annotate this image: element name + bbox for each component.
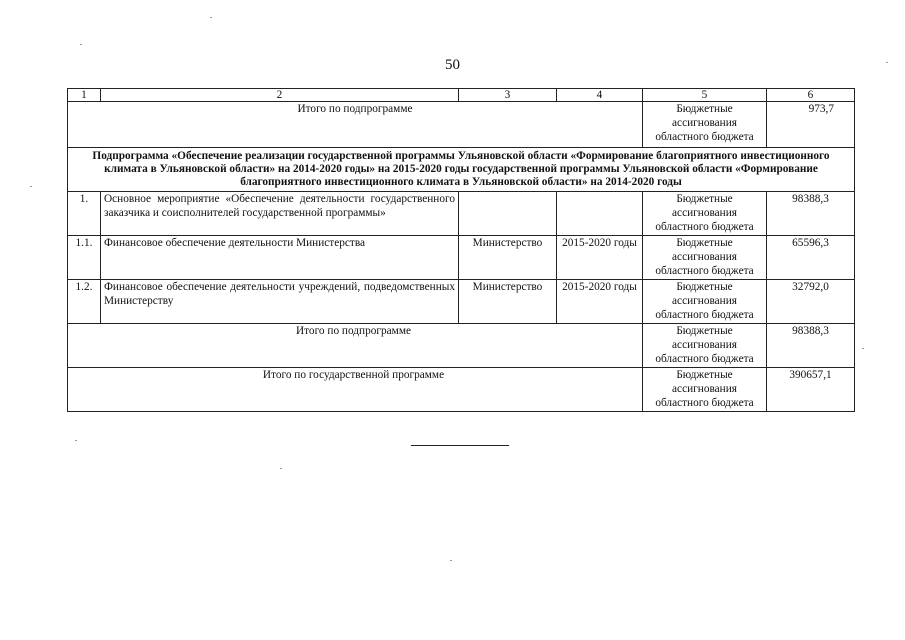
row-number: 1. xyxy=(68,192,101,236)
funding-source: Бюджетные ассигнования областного бюджета xyxy=(643,368,767,412)
subprogram-total-row xyxy=(68,324,855,368)
period: 2015-2020 годы xyxy=(557,280,643,324)
activity-name: Основное мероприятие «Обеспечение деятельности государственного заказчика и соисполнителей государственной программы» xyxy=(101,192,459,236)
scan-speck xyxy=(862,348,864,349)
scan-speck xyxy=(450,560,452,561)
funding-source: Бюджетные ассигнования областного бюджета xyxy=(643,236,767,280)
row-number: 1.1. xyxy=(68,236,101,280)
program-total-row xyxy=(68,368,855,412)
period xyxy=(557,192,643,236)
table-row xyxy=(68,280,855,324)
column-number: 5 xyxy=(643,89,767,102)
funding-source: Бюджетные ассигнования областного бюджета xyxy=(643,280,767,324)
scan-speck xyxy=(210,17,212,18)
amount: 390657,1 xyxy=(767,368,855,412)
column-number: 4 xyxy=(557,89,643,102)
executor: Министерство xyxy=(459,280,557,324)
executor xyxy=(459,192,557,236)
funding-source: Бюджетные ассигнования областного бюджета xyxy=(643,102,767,148)
scan-speck xyxy=(280,468,282,469)
subprogram-title-row xyxy=(68,148,855,192)
activity-name: Финансовое обеспечение деятельности учреждений, подведомственных Министерству xyxy=(101,280,459,324)
budget-table xyxy=(67,88,855,412)
subprogram-title: Подпрограмма «Обеспечение реализации государственной программы Ульяновской области «Формирование благоприятного инвестиционного климата в Ульяновской области» на 2014-2020 годы» на 2015-2020 годы государственной программы Ульяновской области «Формирование благоприятного инвестиционного климата в Ульяновской области» на 2014-2020 годы xyxy=(68,148,855,192)
period: 2015-2020 годы xyxy=(557,236,643,280)
activity-name: Финансовое обеспечение деятельности Министерства xyxy=(101,236,459,280)
funding-source: Бюджетные ассигнования областного бюджета xyxy=(643,192,767,236)
total-label: Итого по подпрограмме xyxy=(68,324,643,368)
amount: 973,7 xyxy=(767,102,855,148)
amount: 98388,3 xyxy=(767,192,855,236)
column-number: 3 xyxy=(459,89,557,102)
total-label: Итого по подпрограмме xyxy=(68,102,643,148)
amount: 32792,0 xyxy=(767,280,855,324)
table-row xyxy=(68,236,855,280)
scan-speck xyxy=(80,44,82,45)
end-divider-line xyxy=(411,445,509,446)
total-label: Итого по государственной программе xyxy=(68,368,643,412)
executor: Министерство xyxy=(459,236,557,280)
scan-speck xyxy=(886,62,888,63)
amount: 98388,3 xyxy=(767,324,855,368)
funding-source: Бюджетные ассигнования областного бюджета xyxy=(643,324,767,368)
column-number: 2 xyxy=(101,89,459,102)
row-number: 1.2. xyxy=(68,280,101,324)
table-row xyxy=(68,192,855,236)
page-number: 50 xyxy=(445,57,460,73)
column-number: 6 xyxy=(767,89,855,102)
scan-speck xyxy=(30,186,32,187)
column-number: 1 xyxy=(68,89,101,102)
scan-speck xyxy=(75,440,77,441)
amount: 65596,3 xyxy=(767,236,855,280)
previous-subprogram-total-row xyxy=(68,102,855,148)
column-numbers-row xyxy=(68,89,855,102)
